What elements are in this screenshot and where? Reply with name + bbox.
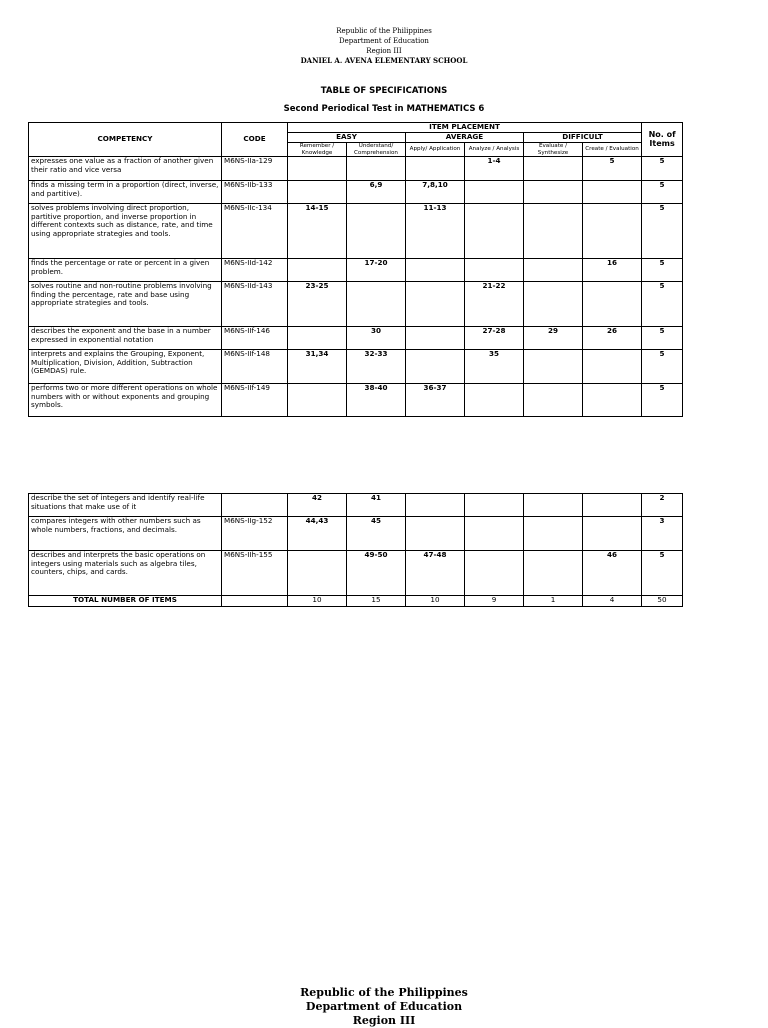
totals-label: TOTAL NUMBER OF ITEMS [29,596,222,607]
subcol-create: Create / Evaluation [583,143,642,157]
item-placement-cell: 7,8,10 [406,181,465,204]
code-cell: M6NS-IIf-146 [222,327,288,350]
item-placement-cell [406,494,465,517]
document-subtitle: Second Periodical Test in MATHEMATICS 6 [283,104,485,114]
item-placement-cell [465,204,524,259]
code-cell [222,494,288,517]
table-row [29,517,683,551]
table-row [29,157,683,181]
item-placement-cell: 49-50 [347,551,406,596]
code-header: CODE [222,123,288,157]
item-placement-cell [583,204,642,259]
subcol-analyze: Analyze / Analysis [465,143,524,157]
item-placement-cell: 27-28 [465,327,524,350]
item-placement-cell: 26 [583,327,642,350]
specifications-table-continued [28,493,683,607]
item-placement-cell: 42 [288,494,347,517]
item-placement-cell [524,181,583,204]
table-row [29,282,683,327]
table-row [29,204,683,259]
code-cell: M6NS-IIg-152 [222,517,288,551]
table-row [29,181,683,204]
table-row [29,327,683,350]
item-placement-cell: 5 [583,157,642,181]
item-placement-cell: 17-20 [347,259,406,282]
totals-cell: 15 [347,596,406,607]
no-items-header-cell [642,123,683,157]
code-cell: M6NS-IId-143 [222,282,288,327]
code-cell: M6NS-IIa-129 [222,157,288,181]
competency-cell: describes the exponent and the base in a number expressed in exponential notation [29,327,222,350]
item-placement-cell [465,259,524,282]
table-row [29,259,683,282]
school-name: DANIEL A. AVENA ELEMENTARY SCHOOL [300,56,468,65]
item-placement-cell: 45 [347,517,406,551]
no-items-header: No. of Items [648,129,676,148]
item-placement-cell [583,384,642,417]
totals-cell: 10 [288,596,347,607]
item-placement-cell [524,259,583,282]
item-placement-cell [347,157,406,181]
item-placement-cell [583,494,642,517]
item-placement-cell [288,259,347,282]
item-placement-cell: 41 [347,494,406,517]
item-count-cell: 5 [642,551,683,596]
item-placement-cell: 1-4 [465,157,524,181]
totals-code-cell [222,596,288,607]
code-cell: M6NS-IIb-133 [222,181,288,204]
item-placement-cell [406,327,465,350]
next-republic-line: Republic of the Philippines [300,986,468,999]
code-cell: M6NS-IId-142 [222,259,288,282]
table-row [29,494,683,517]
school-header [0,26,768,66]
item-placement-cell [465,181,524,204]
item-count-cell: 5 [642,384,683,417]
item-placement-cell: 6,9 [347,181,406,204]
totals-cell: 9 [465,596,524,607]
item-placement-cell: 32-33 [347,350,406,384]
item-placement-cell [288,181,347,204]
item-count-cell: 5 [642,327,683,350]
item-placement-cell [406,282,465,327]
item-placement-cell [288,551,347,596]
item-placement-cell [406,517,465,551]
department-line: Department of Education [339,37,429,45]
item-count-cell: 5 [642,259,683,282]
item-count-cell: 5 [642,350,683,384]
item-placement-cell [465,384,524,417]
item-placement-cell [524,350,583,384]
item-placement-cell [347,282,406,327]
item-placement-cell [524,517,583,551]
next-region-line: Region III [352,1014,416,1027]
item-placement-cell [288,157,347,181]
item-placement-cell: 16 [583,259,642,282]
subcol-evaluate: Evaluate / Synthesize [524,143,583,157]
totals-row [29,596,683,607]
item-placement-cell: 30 [347,327,406,350]
item-placement-cell [524,494,583,517]
subcol-remember: Remember / Knowledge [288,143,347,157]
totals-cell: 1 [524,596,583,607]
item-placement-cell: 47-48 [406,551,465,596]
item-count-cell: 5 [642,157,683,181]
table-row [29,350,683,384]
competency-header: COMPETENCY [29,123,222,157]
code-cell: M6NS-IIf-148 [222,350,288,384]
item-placement-cell [583,181,642,204]
item-count-cell: 2 [642,494,683,517]
item-count-cell: 5 [642,282,683,327]
item-placement-cell: 23-25 [288,282,347,327]
subcol-understand: Understand/ Comprehension [347,143,406,157]
item-placement-cell [406,157,465,181]
region-line: Region III [366,47,402,55]
item-placement-cell [288,384,347,417]
code-cell: M6NS-IIf-149 [222,384,288,417]
competency-cell: describe the set of integers and identify real-life situations that make use of it [29,494,222,517]
competency-cell: performs two or more different operations on whole numbers with or without exponents and grouping symbols. [29,384,222,417]
totals-cell: 10 [406,596,465,607]
competency-cell: compares integers with other numbers such as whole numbers, fractions, and decimals. [29,517,222,551]
item-placement-cell: 35 [465,350,524,384]
item-placement-cell [583,350,642,384]
item-count-cell: 3 [642,517,683,551]
specifications-table [28,122,683,417]
item-placement-cell: 31,34 [288,350,347,384]
code-cell: M6NS-IIc-134 [222,204,288,259]
next-department-line: Department of Education [305,1000,463,1013]
competency-cell: finds the percentage or rate or percent in a given problem. [29,259,222,282]
item-placement-cell [583,282,642,327]
item-placement-cell [524,282,583,327]
average-header: AVERAGE [406,133,524,143]
document-title: TABLE OF SPECIFICATIONS [320,86,448,96]
table-row [29,551,683,596]
item-count-cell: 5 [642,181,683,204]
item-placement-cell [524,384,583,417]
item-placement-cell: 21-22 [465,282,524,327]
competency-cell: finds a missing term in a proportion (direct, inverse, and partitive). [29,181,222,204]
subcol-apply: Apply/ Application [406,143,465,157]
item-placement-cell [524,551,583,596]
item-placement-cell: 29 [524,327,583,350]
item-placement-cell: 46 [583,551,642,596]
competency-cell: interprets and explains the Grouping, Exponent, Multiplication, Division, Addition, Subtraction (GEMDAS) rule. [29,350,222,384]
competency-cell: solves routine and non-routine problems involving finding the percentage, rate and base using appropriate strategies and tools. [29,282,222,327]
item-placement-cell [465,517,524,551]
difficult-header: DIFFICULT [524,133,642,143]
item-placement-cell: 11-13 [406,204,465,259]
item-placement-header: ITEM PLACEMENT [288,123,642,133]
item-placement-cell [524,157,583,181]
item-placement-cell [583,517,642,551]
item-placement-cell [524,204,583,259]
easy-header: EASY [288,133,406,143]
totals-cell: 4 [583,596,642,607]
item-placement-cell [465,551,524,596]
next-page-header [0,986,768,1028]
item-placement-cell [406,259,465,282]
item-placement-cell: 36-37 [406,384,465,417]
item-placement-cell: 38-40 [347,384,406,417]
competency-cell: expresses one value as a fraction of another given their ratio and vice versa [29,157,222,181]
competency-cell: describes and interprets the basic operations on integers using materials such as algebra tiles, counters, chips, and cards. [29,551,222,596]
item-placement-cell: 14-15 [288,204,347,259]
competency-cell: solves problems involving direct proportion, partitive proportion, and inverse proportion in different contexts such as distance, rate, and time using appropriate strategies and tools. [29,204,222,259]
code-cell: M6NS-IIh-155 [222,551,288,596]
grand-total-cell: 50 [642,596,683,607]
item-placement-cell [465,494,524,517]
item-placement-cell [347,204,406,259]
item-placement-cell [406,350,465,384]
item-placement-cell: 44,43 [288,517,347,551]
table-row [29,384,683,417]
item-count-cell: 5 [642,204,683,259]
republic-line: Republic of the Philippines [336,27,432,35]
item-placement-cell [288,327,347,350]
